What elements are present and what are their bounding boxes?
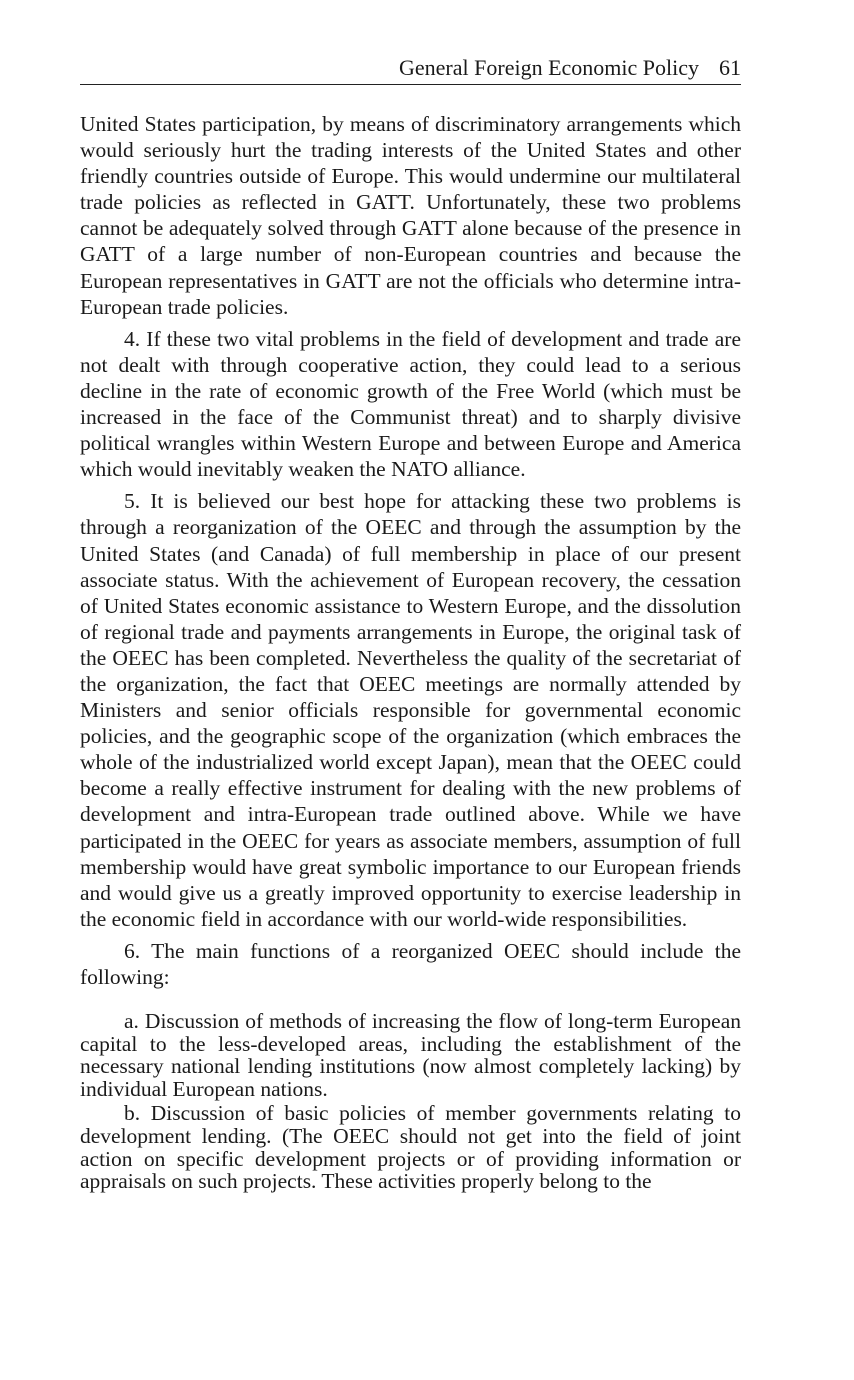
sub-item-a: a. Discussion of methods of increasing the flow of long-term European capital to the less-developed areas, including the establishment of the necessary national lending institutions (now almost completely lacking) by individual European nations.: [80, 1009, 741, 1101]
paragraph-5: 5. It is believed our best hope for attacking these two problems is through a reorganization of the OEEC and through the assumption by the United States (and Canada) of full membership in place of our present associate status. With the achievement of European recovery, the cessation of United States economic assistance to Western Europe, and the dissolution of regional trade and payments arrangements in Europe, the original task of the OEEC has been completed. Nevertheless the quality of the secretariat of the organization, the fact that OEEC meetings are normally attended by Ministers and senior officials responsible for governmental economic policies, and the geographic scope of the organization (which embraces the whole of the industrialized world except Japan), mean that the OEEC could become a really effective instrument for dealing with the new problems of development and intra-European trade outlined above. While we have participated in the OEEC for years as associate members, assumption of full membership would have great symbolic importance to our European friends and would give us a greatly improved opportunity to exercise leadership in the economic field in accordance with our world-wide responsibilities.: [80, 489, 741, 931]
body-text: [80, 111, 741, 990]
sub-item-b: b. Discussion of basic policies of member governments relating to development lending. (The OEEC should not get into the field of joint action on specific development projects or of providing information or appraisals on such projects. These activities properly belong to the: [80, 1101, 741, 1194]
paragraph-continuation: United States participation, by means of discriminatory arrangements which would seriously hurt the trading interests of the United States and other friendly countries outside of Europe. This would undermine our multilateral trade policies as reflected in GATT. Unfortunately, these two problems cannot be adequately solved through GATT alone because of the presence in GATT of a large number of non-European countries and because the European representatives in GATT are not the officials who determine intra-European trade policies.: [80, 112, 741, 319]
running-header: [80, 54, 741, 85]
paragraph-4: 4. If these two vital problems in the field of development and trade are not dealt with through cooperative action, they could lead to a serious decline in the rate of economic growth of the Free World (which must be increased in the face of the Communist threat) and to sharply divisive political wrangles within Western Europe and between Europe and America which would inevitably weaken the NATO alliance.: [80, 326, 741, 482]
document-page: [80, 54, 741, 1195]
sub-items-list: [80, 1010, 741, 1193]
page-number: 61: [719, 55, 741, 80]
paragraph-6: 6. The main functions of a reorganized OEEC should include the following:: [80, 938, 741, 989]
header-title: General Foreign Economic Policy: [399, 55, 699, 80]
